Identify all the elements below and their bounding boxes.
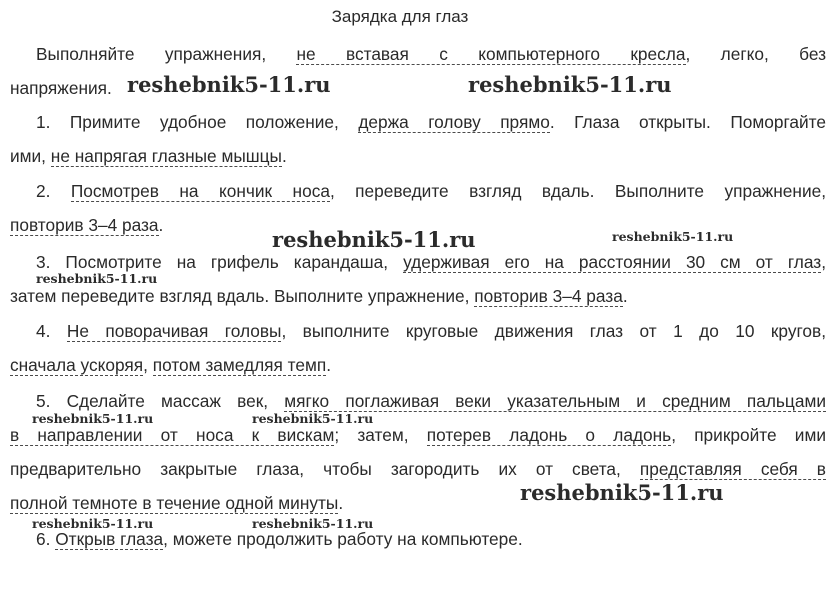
watermark: reshebnik5-11.ru: [36, 271, 158, 286]
watermark: reshebnik5-11.ru: [468, 72, 672, 97]
watermark: reshebnik5-11.ru: [32, 516, 154, 531]
watermark: reshebnik5-11.ru: [612, 229, 734, 244]
watermark: reshebnik5-11.ru: [272, 227, 476, 252]
intro-paragraph: Выполняйте упражнения, не вставая с компьютерного кресла, легко, без напряжения.: [10, 44, 827, 98]
exercise-3: 3. Посмотрите на грифель карандаша, удерживая его на расстоянии 30 см от глаз, затем переведите взгляд вдаль. Выполните упражнение, повторив 3–4 раза.: [10, 252, 826, 306]
exercise-6: 6. Открыв глаза, можете продолжить работу на компьютере.: [36, 529, 523, 549]
watermark: reshebnik5-11.ru: [252, 516, 374, 531]
exercise-2: 2. Посмотрев на кончик носа, переведите взгляд вдаль. Выполните упражнение, повторив 3–4 раза.: [10, 181, 827, 235]
exercise-5: 5. Сделайте массаж век, мягко поглаживая веки указательным и средним пальцами в направлении от носа к вискам; затем, потерев ладонь о ладонь, прикройте ими предварительно закрытые глаза, чтобы загородить их от света, представляя себя в полной темноте в течение одной минуты.: [10, 391, 826, 513]
watermark: reshebnik5-11.ru: [127, 72, 331, 97]
watermark: reshebnik5-11.ru: [32, 411, 154, 426]
watermark: reshebnik5-11.ru: [252, 411, 374, 426]
page-title: Зарядка для глаз: [331, 7, 469, 26]
exercise-1: 1. Примите удобное положение, держа голову прямо. Глаза открыты. Поморгайте ими, не напрягая глазные мышцы.: [10, 112, 826, 166]
exercise-4: 4. Не поворачивая головы, выполните круговые движения глаз от 1 до 10 кругов, сначала ускоряя, потом замедляя темп.: [10, 321, 827, 375]
watermark: reshebnik5-11.ru: [520, 480, 724, 505]
